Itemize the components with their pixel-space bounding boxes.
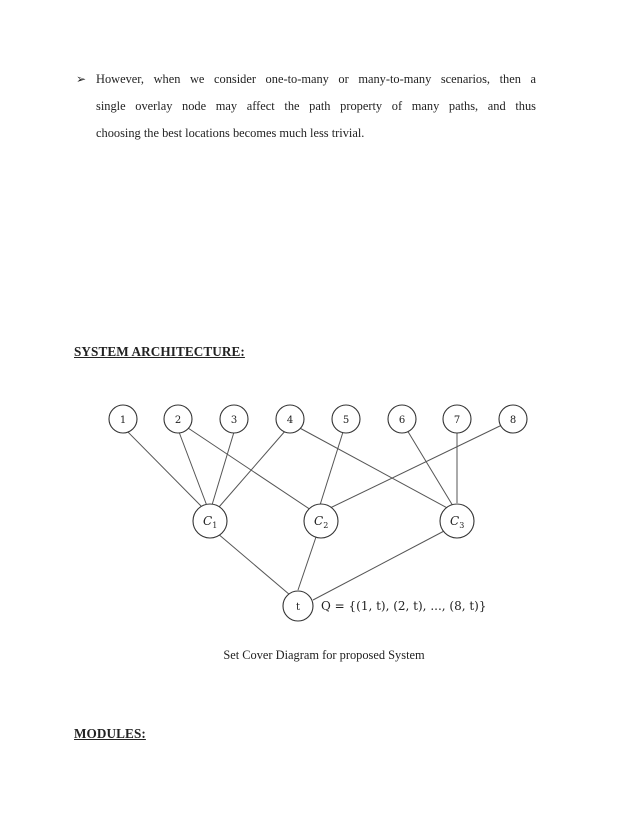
top-node	[443, 405, 471, 433]
edge-1-c1	[124, 428, 204, 509]
node-label: 6	[398, 415, 406, 426]
paragraph-line: However, when we consider one-to-many or many-to-many scenarios, then a	[96, 72, 536, 86]
node-label-sub: 2	[323, 521, 329, 530]
middle-node	[304, 504, 338, 538]
paragraph-line: single overlay node may affect the path property of many paths, and thus	[96, 99, 536, 113]
system-architecture-heading: SYSTEM ARCHITECTURE:	[74, 344, 245, 359]
edge-8-c2	[328, 424, 504, 509]
set-q-label: Q = {(1, t), (2, t), ..., (8, t)}	[321, 599, 487, 613]
node-label: 5	[342, 415, 350, 426]
top-node	[109, 405, 137, 433]
edge-5-c2	[320, 432, 343, 505]
top-node	[220, 405, 248, 433]
modules-heading: MODULES:	[74, 726, 146, 741]
middle-node	[193, 504, 227, 538]
node-label: 7	[453, 415, 461, 426]
edge-c2-t	[298, 537, 316, 590]
set-cover-diagram	[98, 396, 538, 628]
node-label-base: C	[314, 514, 324, 528]
node-label-base: C	[450, 514, 460, 528]
middle-node	[440, 504, 474, 538]
edge-c1-t	[217, 533, 290, 595]
node-label: 2	[174, 415, 182, 426]
sink-node	[283, 591, 313, 621]
edge-4-c3	[296, 426, 451, 510]
top-node	[499, 405, 527, 433]
arrow-bullet-icon: ➢	[76, 72, 87, 86]
edge-4-c1	[219, 430, 286, 507]
node-label-sub: 1	[212, 521, 218, 530]
top-node	[276, 405, 304, 433]
top-node	[388, 405, 416, 433]
top-node	[164, 405, 192, 433]
node-label: 8	[509, 415, 517, 426]
node-label: t	[295, 602, 301, 613]
diagram-caption: Set Cover Diagram for proposed System	[223, 648, 425, 662]
node-label: 3	[230, 415, 238, 426]
top-node	[332, 405, 360, 433]
node-label: 4	[286, 415, 294, 426]
bullet-paragraph	[76, 66, 536, 147]
node-label-base: C	[203, 514, 213, 528]
paragraph-line: choosing the best locations becomes much less trivial.	[96, 126, 365, 140]
node-label-sub: 3	[459, 521, 465, 530]
edge-c3-t	[313, 530, 446, 600]
node-label: 1	[119, 415, 127, 426]
edge-2-c1	[179, 432, 207, 506]
